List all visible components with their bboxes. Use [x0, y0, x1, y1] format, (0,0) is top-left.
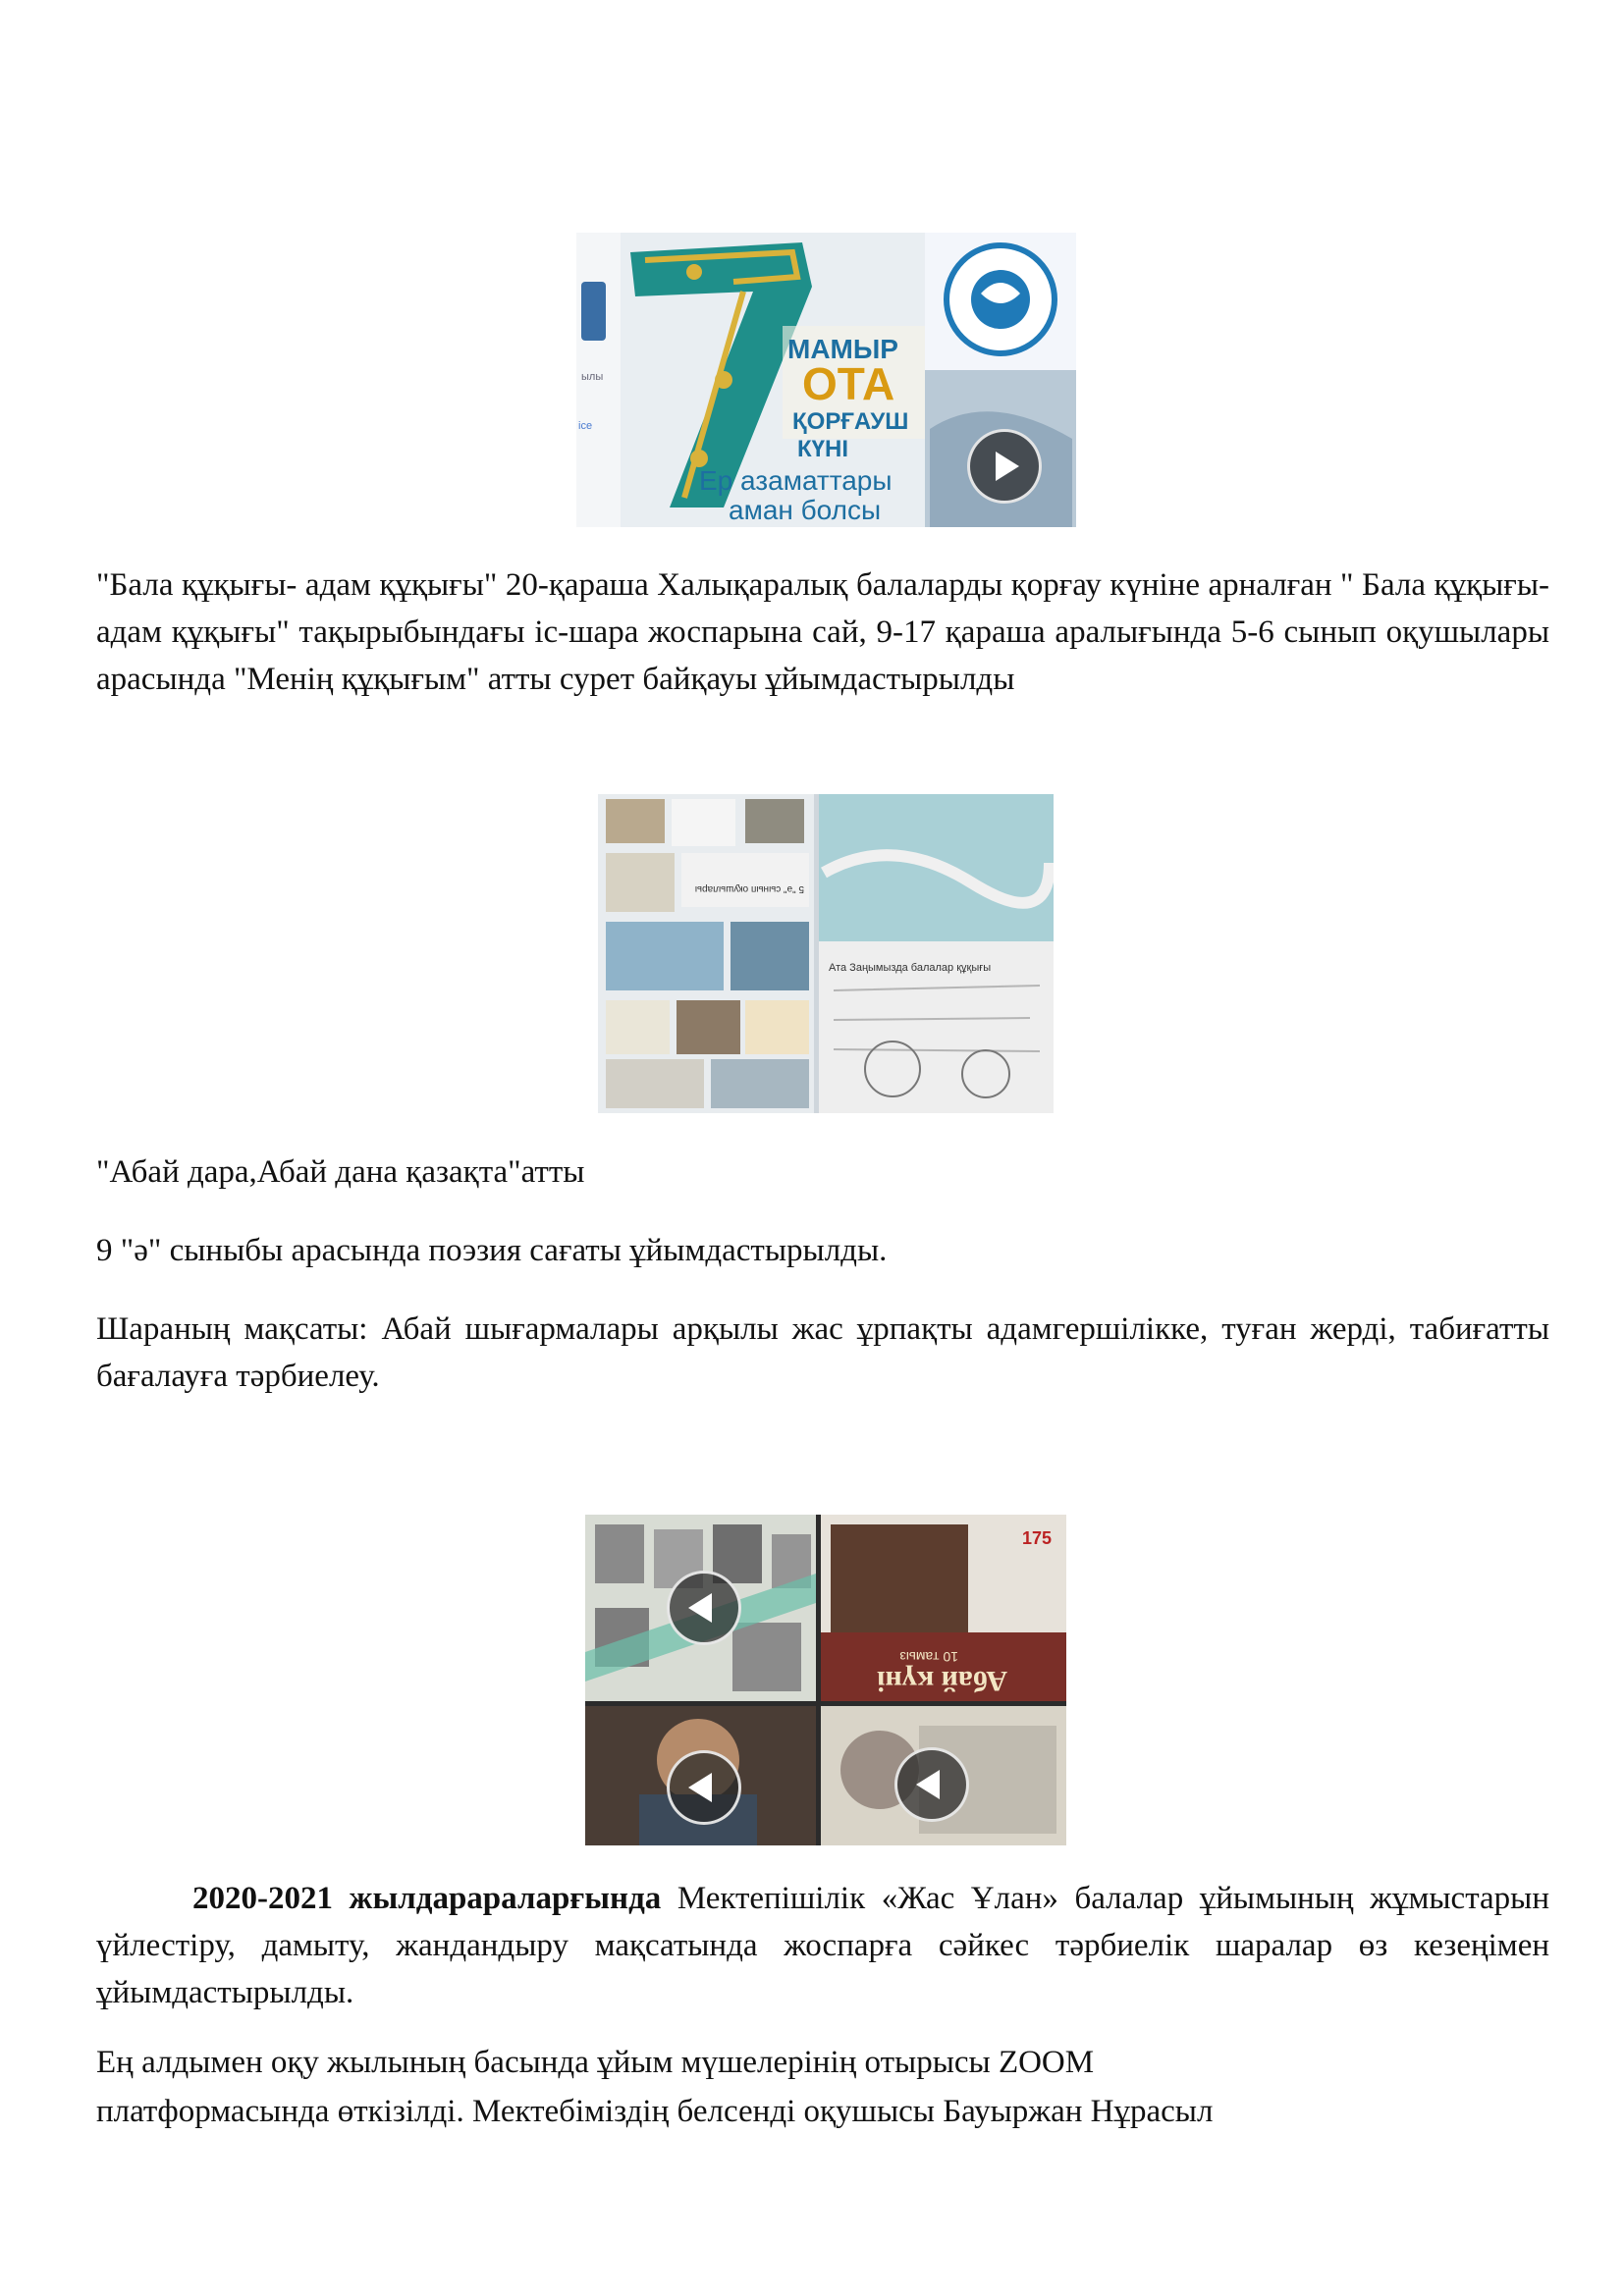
years-bold: 2020-2021 жылдарараларғында	[192, 1881, 662, 1916]
video-play-icon-1[interactable]	[667, 1571, 741, 1645]
abai-label-175: 175	[1022, 1528, 1053, 1548]
image-drawing-contest-collage	[598, 794, 1054, 1113]
poster-line-4: КҮНІ	[797, 436, 848, 462]
poster-line-5: Ер азаматтары	[699, 465, 893, 496]
abai-label-title: Абай күні	[877, 1665, 1007, 1697]
abai-label-date: 10 тамыз	[899, 1649, 958, 1665]
zhas-ulan-paragraph	[96, 1875, 1549, 2016]
poetry-hour-line: 9 "ә" сыныбы арасында поэзия сағаты ұйымдастырылды.	[96, 1233, 888, 1268]
event-goal-paragraph: Шараның мақсаты: Абай шығармалары арқылы жас ұрпақты адамгершілікке, туған жерді, табиғатты бағалауға тәрбиелеу.	[96, 1311, 1549, 1394]
side-label-1: ылы	[581, 371, 604, 383]
poster-line-3: ҚОРҒАУШ	[792, 408, 909, 435]
image-abai-day-collage	[585, 1515, 1066, 1845]
collage-label-2: Ата Заңымызда балалар құқығы	[829, 962, 992, 974]
poster-line-1: МАМЫР	[787, 334, 898, 364]
zoom-meeting-line-2: платформасында өткізілді. Мектебіміздің белсенді оқушысы Бауыржан Нұрасыл	[96, 2094, 1214, 2129]
video-play-icon-3[interactable]	[894, 1747, 969, 1822]
paragraph-child-rights-contest: "Бала құқығы- адам құқығы" 20-қараша Халықаралық балаларды қорғау күніне арналған " Бала құқығы- адам құқығы" тақырыбындағы іс-шара жоспарына сай, 9-17 қараша аралығында 5-6 сынып оқушылары арасында "Менің құқығым" атты сурет байқауы ұйымдастырылды	[96, 567, 1549, 697]
video-play-icon[interactable]	[967, 429, 1042, 504]
image-defender-day-poster	[576, 233, 1076, 527]
abai-event-title: "Абай дара,Абай дана қазақта"атты	[96, 1154, 585, 1190]
collage-label-1: 5 "ә" сынып оқушылары	[694, 883, 804, 894]
side-label-2: ice	[578, 420, 593, 432]
zhas-ulan-text: Мектепішілік «Жас Ұлан» балалар ұйымының жұмыстарын үйлестіру, дамыту, жандандыру мақсатында жоспарға сәйкес тәрбиелік шаралар өз кезеңімен ұйымдастырылды.	[96, 1881, 1550, 2010]
poster-line-6: аман болсы	[729, 495, 882, 525]
collage-graphic	[598, 794, 1054, 1113]
video-play-icon-2[interactable]	[667, 1750, 741, 1825]
poster-line-2: ОТА	[802, 358, 895, 409]
zoom-meeting-line-1: Ең алдымен оқу жылының басында ұйым мүшелерінің отырысы ZOOM	[96, 2045, 1095, 2080]
abai-collage-graphic	[585, 1515, 1066, 1845]
